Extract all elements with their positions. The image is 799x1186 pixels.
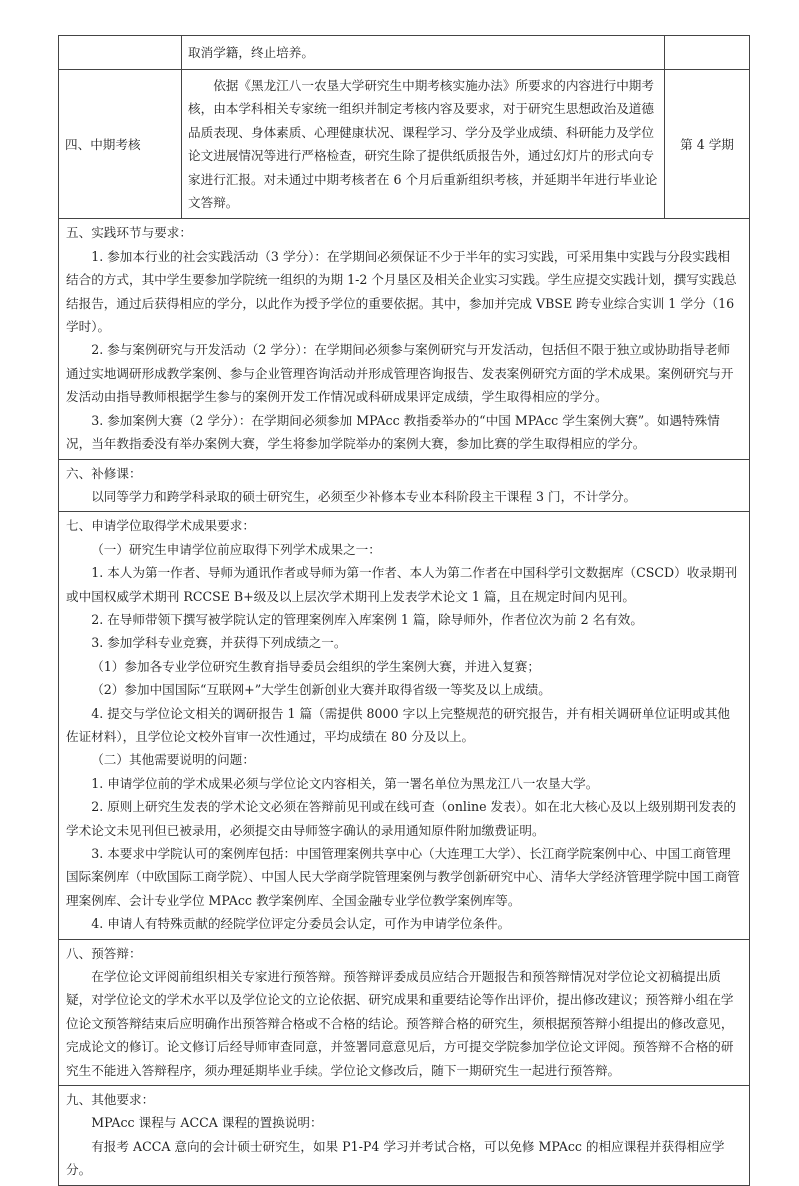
paragraph: 1. 本人为第一作者、导师为通讯作者或导师为第一作者、本人为第二作者在中国科学引文数据库（CSCD）收录期刊或中国权威学术期刊 RCCSE B+级及以上层次学术期刊上发表学术论文 1 篇，且在规定时间内见刊。: [66, 565, 738, 604]
section-pre-defense: [59, 939, 750, 1085]
midterm-content: [182, 70, 665, 219]
midterm-label: 四、中期考核: [59, 70, 182, 219]
midterm-text: 依据《黑龙江八一农垦大学研究生中期考核实施办法》所要求的内容进行中期考核，由本学科相关专家统一组织并制定考核内容及要求，对于研究生思想政治及道德品质表现、身体素质、心理健康状况、课程学习、学分及学业成绩、科研能力及学位论文进展情况等进行严格检查，研究生除了提供纸质报告外，通过幻灯片的形式向专家进行汇报。对未通过中期考核者在 6 个月后重新组织考核，并延期半年进行毕业论文答辩。: [188, 78, 658, 211]
section-other-requirements: [59, 1086, 750, 1186]
section-title: 七、申请学位取得学术成果要求：: [66, 518, 255, 534]
paragraph: 2. 参与案例研究与开发活动（2 学分）：在学期间必须参与案例研究与开发活动，包括但不限于独立或协助指导老师通过实地调研形成教学案例、参与企业管理咨询活动并形成管理咨询报告、发表案例研究方面的学术成果。案例研究与开发活动由指导教师根据学生参与的案例开发工作情况或科研成果评定成绩，学生取得相应的学分。: [66, 342, 734, 405]
empty-cell: [665, 36, 750, 70]
paragraph: 3. 参加案例大赛（2 学分）：在学期间必须参加 MPAcc 教指委举办的“中国 MPAcc 学生案例大赛”。如遇特殊情况，当年教指委没有举办案例大赛，学生将参加学院举办的案例大赛，参加比赛的学生取得相应的学分。: [66, 412, 720, 452]
paragraph: 在学位论文评阅前组织相关专家进行预答辩。预答辩评委成员应结合开题报告和预答辩情况对学位论文初稿提出质疑，对学位论文的学术水平以及学位论文的立论依据、研究成果和重要结论等作出评价，提出修改建议；预答辩小组在学位论文预答辩结束后应明确作出预答辩合格或不合格的结论。预答辩合格的研究生，须根据预答辩小组提出的修改意见，完成论文的修订。论文修订后经导师审查同意，并签署同意意见后，方可提交学院参加学位论文评阅。预答辩不合格的研究生不能进入答辩程序，须办理延期毕业手续。学位论文修改后，随下一期研究生一起进行预答辩。: [66, 969, 734, 1078]
paragraph: 1. 参加本行业的社会实践活动（3 学分）：在学期间必须保证不少于半年的实习实践，可采用集中实践与分段实践相结合的方式，其中学生要参加学院统一组织的为期 1-2 个月垦区及相关企业实习实践。学生应提交实践计划，撰写实践总结报告，通过后获得相应的学分，以此作为授予学位的重要依据。其中，参加并完成 VBSE 跨专业综合实训 1 学分（16 学时）。: [66, 248, 737, 335]
paragraph: 3. 参加学科专业竞赛，并获得下列成绩之一。: [91, 635, 347, 651]
paragraph: MPAcc 课程与 ACCA 课程的置换说明：: [91, 1115, 323, 1131]
section-practice: [59, 219, 750, 459]
paragraph: 4. 提交与学位论文相关的调研报告 1 篇（需提供 8000 字以上完整规范的研究报告，并有相关调研单位证明或其他佐证材料），且学位论文校外盲审一次性通过，平均成绩在 80 分及以上。: [66, 705, 731, 744]
section-title: 九、其他要求：: [66, 1092, 155, 1108]
section-title: 五、实践环节与要求：: [66, 225, 192, 241]
paragraph: （2）参加中国国际“互联网+”大学生创新创业大赛并取得省级一等奖及以上成绩。: [91, 682, 551, 698]
table-row-midterm: [59, 70, 750, 219]
row-content: 取消学籍，终止培养。: [182, 36, 665, 70]
empty-cell: [59, 36, 182, 70]
table-row: [59, 36, 750, 70]
paragraph: （1）参加各专业学位研究生教育指导委员会组织的学生案例大赛，并进入复赛；: [91, 658, 540, 674]
paragraph: （二）其他需要说明的问题：: [91, 752, 255, 768]
paragraph: 1. 申请学位前的学术成果必须与学位论文内容相关，第一署名单位为黑龙江八一农垦大学。: [91, 775, 599, 791]
paragraph: 2. 原则上研究生发表的学术论文必须在答辩前见刊或在线可查（online 发表）。如在北大核心及以上级别期刊发表的学术论文未见刊但已被录用，必须提交由导师签字确认的录用通知原件附加缴费证明。: [66, 799, 737, 838]
paragraph: 4. 申请人有特殊贡献的经院学位评定分委员会认定，可作为申请学位条件。: [91, 916, 511, 932]
document-page: [58, 35, 750, 1186]
section-title: 八、预答辩：: [66, 945, 142, 961]
section-supplementary-courses: [59, 459, 750, 512]
paragraph: 有报考 ACCA 意向的会计硕士研究生，如果 P1-P4 学习并考试合格，可以免修 MPAcc 的相应课程并获得相应学分。: [66, 1138, 725, 1178]
midterm-term: 第 4 学期: [665, 70, 750, 219]
training-plan-table: [58, 35, 750, 1186]
section-academic-requirements: [59, 512, 750, 939]
paragraph: （一）研究生申请学位前应取得下列学术成果之一：: [91, 541, 381, 557]
section-title: 六、补修课：: [66, 465, 142, 481]
paragraph: 2. 在导师带领下撰写被学院认定的管理案例库入库案例 1 篇，除导师外，作者位次为前 2 名有效。: [91, 611, 643, 627]
paragraph: 以同等学力和跨学科录取的硕士研究生，必须至少补修本专业本科阶段主干课程 3 门，不计学分。: [91, 488, 637, 504]
paragraph: 3. 本要求中学院认可的案例库包括：中国管理案例共享中心（大连理工大学）、长江商学院案例中心、中国工商管理国际案例库（中欧国际工商学院）、中国人民大学商学院管理案例与教学创新研究中心、清华大学经济管理学院中国工商管理案例库、会计专业学位 MPAcc 教学案例库、全国金融专业学位教学案例库等。: [66, 846, 740, 908]
